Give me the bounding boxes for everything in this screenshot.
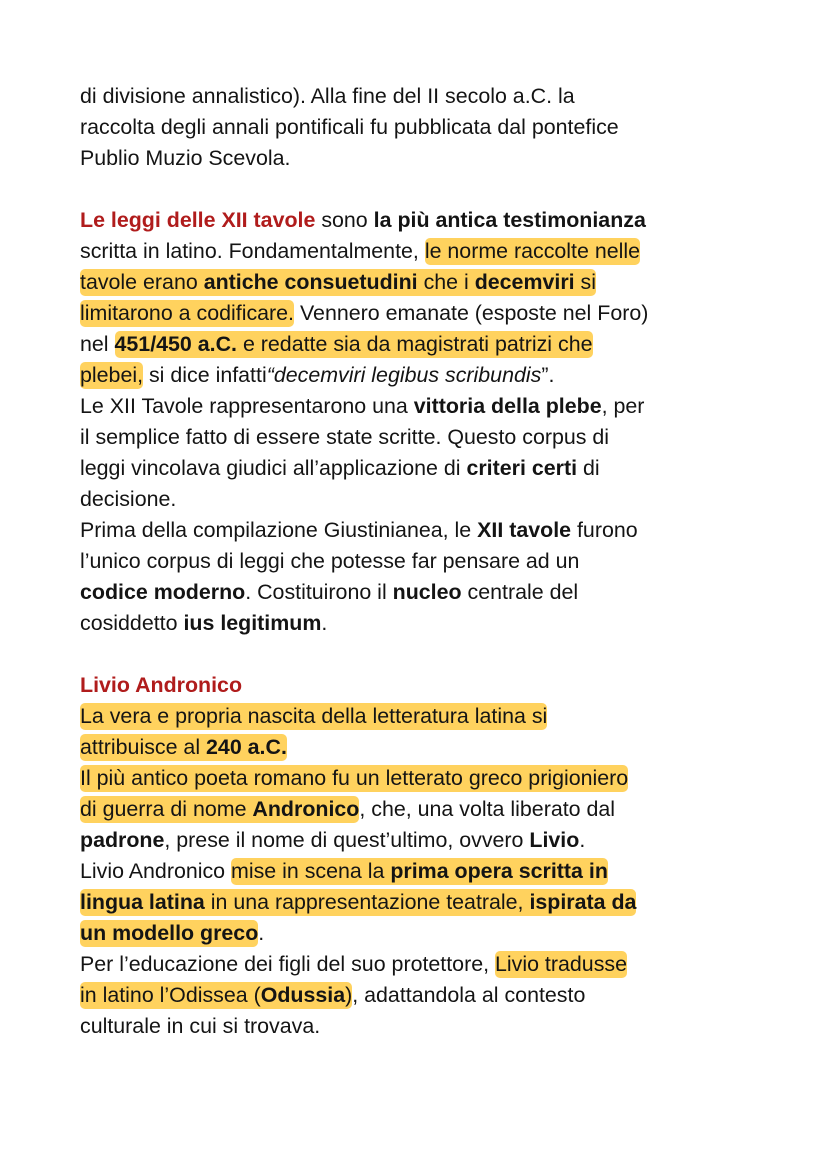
bold-text: padrone <box>80 828 165 852</box>
paragraph-gap <box>80 174 760 205</box>
highlight-bold: Andronico <box>252 797 360 821</box>
highlight-bold: 451/450 a.C. <box>114 332 237 356</box>
text-run: . <box>579 828 586 852</box>
highlight-run: di guerra di nome <box>80 797 253 821</box>
bold-text: la più antica testimonianza <box>373 208 646 232</box>
text-run: . <box>258 921 265 945</box>
highlight-run: plebei, <box>80 363 144 387</box>
highlight-run: e redatte sia da magistrati patrizi che <box>237 332 593 356</box>
paragraph-gap <box>80 639 760 670</box>
highlight-bold: antiche consuetudini <box>203 270 418 294</box>
text-run: si dice infatti <box>143 363 267 387</box>
bold-text: codice moderno <box>80 580 246 604</box>
latin-quote: “decemviri legibus scribundis <box>266 363 542 387</box>
highlighted-text <box>80 703 547 761</box>
xii-tavole-paragraph <box>80 205 760 639</box>
highlight-bold: Odussia <box>260 983 346 1007</box>
highlight-bold: un modello greco <box>80 921 259 945</box>
livio-andronico-heading: Livio Andronico <box>80 673 243 697</box>
bold-text: XII tavole <box>477 518 572 542</box>
highlight-run: le norme raccolte nelle <box>424 239 641 263</box>
text-run: , adattandola al contesto <box>352 983 586 1007</box>
text-run: l’unico corpus di leggi che potesse far pensare ad un <box>80 549 580 573</box>
text-run: Publio Muzio Scevola. <box>80 146 291 170</box>
text-run: . Costituirono il <box>245 580 393 604</box>
highlight-run: limitarono a codificare. <box>80 301 295 325</box>
text-run: di divisione annalistico). Alla fine del II secolo a.C. la <box>80 84 575 108</box>
highlight-run: Livio tradusse <box>495 952 627 976</box>
bold-text: ius legitimum <box>183 611 322 635</box>
text-run: culturale in cui si trovava. <box>80 1014 321 1038</box>
xii-tavole-heading: Le leggi delle XII tavole <box>80 208 316 232</box>
livio-andronico-paragraph <box>80 670 760 1042</box>
text-run: furono <box>571 518 638 542</box>
highlight-run: in una rappresentazione teatrale, <box>204 890 530 914</box>
bold-text: vittoria della plebe <box>413 394 602 418</box>
text-run: , che, una volta liberato dal <box>359 797 616 821</box>
text-run: di <box>577 456 600 480</box>
text-run: centrale del <box>461 580 579 604</box>
text-run: nel <box>80 332 115 356</box>
highlight-bold: decemviri <box>474 270 575 294</box>
text-run: Per l’educazione dei figli del suo protettore, <box>80 952 495 976</box>
text-run: Vennero emanate (esposte nel Foro) <box>294 301 649 325</box>
text-run: leggi vincolava giudici all’applicazione di <box>80 456 467 480</box>
document-page <box>80 81 760 1042</box>
highlight-bold: lingua latina <box>80 890 205 914</box>
highlight-run: attribuisce al <box>80 735 207 759</box>
text-run: Livio Andronico <box>80 859 232 883</box>
highlight-bold: 240 a.C. <box>206 735 287 759</box>
text-run: scritta in latino. Fondamentalmente, <box>80 239 425 263</box>
text-run: Prima della compilazione Giustinianea, le <box>80 518 478 542</box>
bold-text: criteri certi <box>466 456 578 480</box>
highlight-run: La vera e propria nascita della letteratura latina si <box>80 704 548 728</box>
text-run: . <box>321 611 328 635</box>
highlight-run: mise in scena la <box>231 859 391 883</box>
text-run: ”. <box>541 363 555 387</box>
bold-text: Livio <box>529 828 580 852</box>
text-run: cosiddetto <box>80 611 184 635</box>
text-run: , prese il nome di quest’ultimo, ovvero <box>164 828 530 852</box>
text-run: decisione. <box>80 487 177 511</box>
highlight-run: ) <box>345 983 353 1007</box>
text-run: Le XII Tavole rappresentarono una <box>80 394 414 418</box>
text-run: raccolta degli annali pontificali fu pubblicata dal pontefice <box>80 115 619 139</box>
highlight-bold: ispirata da <box>529 890 637 914</box>
bold-text: nucleo <box>392 580 462 604</box>
text-run: sono <box>315 208 374 232</box>
text-run: , per <box>601 394 645 418</box>
highlight-run: Il più antico poeta romano fu un letterato greco prigioniero <box>80 766 629 790</box>
highlight-run: tavole erano <box>80 270 204 294</box>
highlight-bold: prima opera scritta in <box>390 859 608 883</box>
highlight-run: in latino l’Odissea ( <box>80 983 261 1007</box>
highlight-run: che i <box>417 270 475 294</box>
intro-paragraph <box>80 81 760 174</box>
text-run: il semplice fatto di essere state scritte. Questo corpus di <box>80 425 610 449</box>
highlight-run: si <box>574 270 596 294</box>
